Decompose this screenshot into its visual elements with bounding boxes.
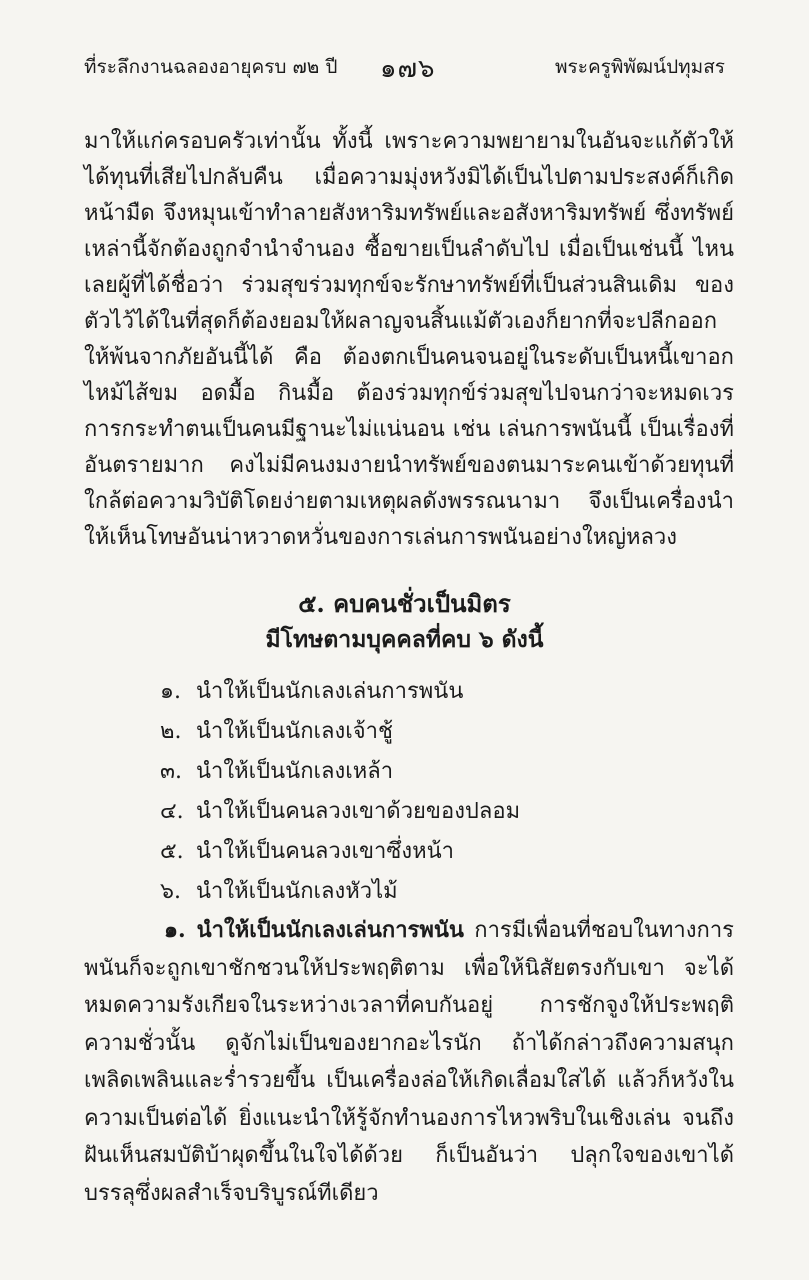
subsection-heading: ๑. นำให้เป็นนักเลงเล่นการพนัน (164, 917, 464, 943)
list-item-text: นำให้เป็นคนลวงเขาซึ่งหน้า (196, 839, 454, 864)
list-item-number: ๓. (160, 759, 183, 784)
intro-paragraph-block (84, 124, 734, 556)
running-header-author: พระครูพิพัฒน์ปทุมสร (555, 56, 725, 78)
list-item (160, 752, 520, 792)
page-number: ๑๗๖ (380, 54, 436, 84)
list-item-number: ๕. (160, 839, 184, 864)
list-item-number: ๒. (160, 719, 182, 744)
list-item (160, 832, 520, 872)
subsection-paragraph (84, 912, 734, 1212)
section-title: ๕. คบคนชั่วเป็นมิตร (298, 589, 511, 618)
list-item-number: ๔. (160, 799, 184, 824)
list-item (160, 792, 520, 832)
subsection-text: การมีเพื่อนที่ชอบในทางการพนันก็จะถูกเขาชักชวนให้ประพฤติตาม เพื่อให้นิสัยตรงกับเขา จะได้หมดความรังเกียจในระหว่างเวลาที่คบกันอยู่ การชักจูงให้ประพฤติความชั่วนั้น ดูจักไม่เป็นของยากอะไรนัก ถ้าได้กล่าวถึงความสนุกเพลิดเพลินและร่ำรวยขึ้น เป็นเครื่องล่อให้เกิดเลื่อมใสได้ แล้วก็หวังในความเป็นต่อได้ ยิ่งแนะนำให้รู้จักทำนองการไหวพริบในเชิงเล่น จนถึงฝันเห็นสมบัติบ้าผุดขึ้นในใจได้ด้วย ก็เป็นอันว่า ปลุกใจของเขาได้บรรลุซึ่งผลสำเร็จบริบูรณ์ทีเดียว (84, 918, 734, 1206)
list-item-text: นำให้เป็นนักเลงเจ้าชู้ (196, 719, 393, 744)
list-item-number: ๖. (160, 879, 181, 904)
running-header-title: ที่ระลึกงานฉลองอายุครบ ๗๒ ปี (84, 56, 338, 78)
list-item-text: นำให้เป็นนักเลงเหล้า (196, 759, 394, 784)
harm-list (160, 672, 520, 912)
list-item (160, 872, 520, 912)
list-item-number: ๑. (160, 679, 181, 704)
list-item (160, 672, 520, 712)
section-subtitle: มีโทษตามบุคคลที่คบ ๖ ดังนี้ (265, 626, 544, 653)
list-item-text: นำให้เป็นคนลวงเขาด้วยของปลอม (196, 799, 521, 824)
list-item-text: นำให้เป็นนักเลงเล่นการพนัน (196, 679, 464, 704)
intro-paragraph: มาให้แก่ครอบครัวเท่านั้น ทั้งนี้ เพราะความพยายามในอันจะแก้ตัวให้ได้ทุนที่เสียไปกลับคืน เมื่อความมุ่งหวังมิได้เป็นไปตามประสงค์ก็เกิดหน้ามืด จึงหมุนเข้าทำลายสังหาริมทรัพย์และอสังหาริมทรัพย์ ซึ่งทรัพย์เหล่านี้จักต้องถูกจำนำจำนอง ซื้อขายเป็นลำดับไป เมื่อเป็นเช่นนี้ ไหนเลยผู้ที่ได้ชื่อว่า ร่วมสุขร่วมทุกข์จะรักษาทรัพย์ที่เป็นส่วนสินเดิม ของตัวไว้ได้ในที่สุดก็ต้องยอมให้ผลาญจนสิ้นแม้ตัวเองก็ยากที่จะปลีกออกให้พ้นจากภัยอันนี้ได้ คือ ต้องตกเป็นคนจนอยู่ในระดับเป็นหนี้เขาอกไหม้ไส้ขม อดมื้อ กินมื้อ ต้องร่วมทุกข์ร่วมสุขไปจนกว่าจะหมดเวร การกระทำตนเป็นคนมีฐานะไม่แน่นอน เช่น เล่นการพนันนี้ เป็นเรื่องที่อันตรายมาก คงไม่มีคนงมงายนำทรัพย์ของตนมาระคนเข้าด้วยทุนที่ใกล้ต่อความวิบัติโดยง่ายตามเหตุผลดังพรรณนามา จึงเป็นเครื่องนำให้เห็นโทษอันน่าหวาดหวั่นของการเล่นการพนันอย่างใหญ่หลวง (84, 129, 734, 550)
list-item (160, 712, 520, 752)
list-item-text: นำให้เป็นนักเลงหัวไม้ (196, 879, 398, 904)
page-header (0, 52, 809, 88)
